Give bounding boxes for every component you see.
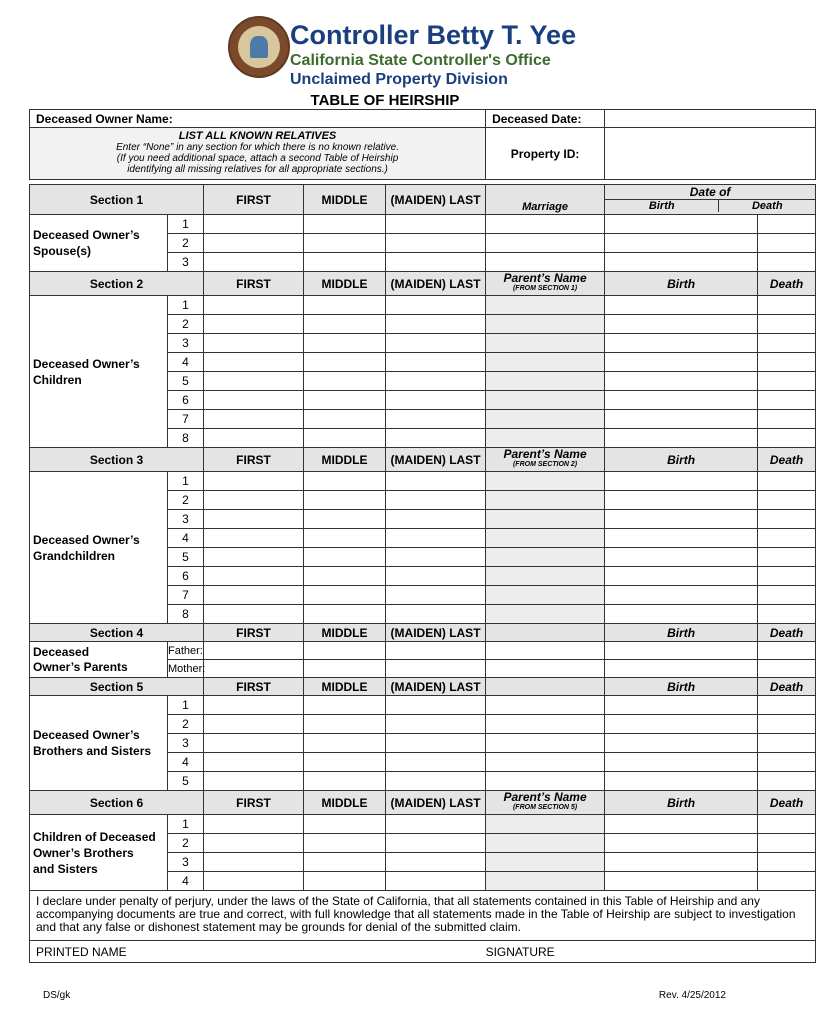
death-date-field[interactable] (758, 586, 816, 605)
death-date-field[interactable] (758, 253, 816, 272)
birth-date-field[interactable] (605, 696, 758, 715)
parent-name-field[interactable] (486, 510, 605, 529)
death-date-field[interactable] (758, 642, 816, 660)
first-name-field[interactable] (204, 696, 304, 715)
first-name-field[interactable] (204, 660, 304, 678)
death-date-field[interactable] (758, 510, 816, 529)
middle-name-field[interactable] (304, 548, 386, 567)
parent-name-field[interactable] (486, 429, 605, 448)
owner-name-label: Deceased Owner Name: (30, 110, 486, 128)
middle-name-field[interactable] (304, 815, 386, 834)
birth-date-field[interactable] (605, 834, 758, 853)
col-birth: Birth (605, 272, 758, 296)
middle-name-field[interactable] (304, 429, 386, 448)
row-number: 8 (168, 605, 204, 624)
footer-revision: Rev. 4/25/2012 (658, 990, 726, 1001)
section-1-title: Section 1 (30, 185, 204, 215)
last-name-field[interactable] (386, 567, 486, 586)
death-date-field[interactable] (758, 315, 816, 334)
first-name-field[interactable] (204, 410, 304, 429)
birth-date-field[interactable] (605, 372, 758, 391)
row-number: 6 (168, 567, 204, 586)
middle-name-field[interactable] (304, 753, 386, 772)
birth-date-field[interactable] (605, 234, 758, 253)
birth-date-field[interactable] (605, 753, 758, 772)
last-name-field[interactable] (386, 491, 486, 510)
birth-date-field[interactable] (605, 715, 758, 734)
row-number: 2 (168, 715, 204, 734)
col-first: FIRST (204, 272, 304, 296)
first-name-field[interactable] (204, 391, 304, 410)
col-parents-name: Parent’s Name (FROM SECTION 2) (486, 448, 605, 472)
last-name-field[interactable] (386, 472, 486, 491)
first-name-field[interactable] (204, 529, 304, 548)
col-death: Death (758, 678, 816, 696)
first-name-field[interactable] (204, 772, 304, 791)
parent-name-field[interactable] (486, 410, 605, 429)
col-birth: Birth (605, 448, 758, 472)
death-date-field[interactable] (758, 491, 816, 510)
birth-date-field[interactable] (605, 296, 758, 315)
first-name-field[interactable] (204, 510, 304, 529)
middle-name-field[interactable] (304, 772, 386, 791)
col-parents-name: Parent’s Name (FROM SECTION 5) (486, 791, 605, 815)
parent-name-field[interactable] (486, 315, 605, 334)
parent-name-field[interactable] (486, 605, 605, 624)
signature-label: SIGNATURE (485, 945, 555, 959)
parent-name-field[interactable] (486, 353, 605, 372)
first-name-field[interactable] (204, 753, 304, 772)
middle-name-field[interactable] (304, 605, 386, 624)
parent-name-field[interactable] (486, 391, 605, 410)
birth-date-field[interactable] (605, 642, 758, 660)
first-name-field[interactable] (204, 605, 304, 624)
birth-date-field[interactable] (605, 872, 758, 891)
parent-name-field[interactable] (486, 296, 605, 315)
first-name-field[interactable] (204, 296, 304, 315)
birth-date-field[interactable] (605, 815, 758, 834)
birth-date-field[interactable] (605, 215, 758, 234)
col-last: (MAIDEN) LAST (386, 185, 486, 215)
parent-name-field[interactable] (486, 834, 605, 853)
col-middle: MIDDLE (304, 791, 386, 815)
death-date-field[interactable] (758, 296, 816, 315)
middle-name-field[interactable] (304, 696, 386, 715)
last-name-field[interactable] (386, 642, 486, 660)
marriage-date-field[interactable] (486, 234, 605, 253)
section-4-title: Section 4 (30, 624, 204, 642)
row-number: 3 (168, 853, 204, 872)
col-middle: MIDDLE (304, 185, 386, 215)
printed-name-label: PRINTED NAME (36, 945, 127, 959)
row-number: 4 (168, 353, 204, 372)
col-death: Death (718, 200, 815, 212)
section-2-title: Section 2 (30, 272, 204, 296)
middle-name-field[interactable] (304, 567, 386, 586)
section-1-label: Deceased Owner’s Spouse(s) (30, 215, 168, 272)
row-number: 4 (168, 529, 204, 548)
row-number: 8 (168, 429, 204, 448)
marriage-date-field[interactable] (486, 215, 605, 234)
birth-date-field[interactable] (605, 510, 758, 529)
parent-name-field[interactable] (486, 334, 605, 353)
declaration-text: I declare under penalty of perjury, under the laws of the State of California, that all statements contained in this Table of Heirship and any accompanying documents are true and correct, with full knowledge that all statements made in the Table of Heirship are subject to investigation and that any false or dishonest statement may be grounds for denial of the submitted claim. (30, 891, 816, 941)
middle-name-field[interactable] (304, 472, 386, 491)
last-name-field[interactable] (386, 734, 486, 753)
section-5-title: Section 5 (30, 678, 204, 696)
death-date-field[interactable] (758, 529, 816, 548)
col-first: FIRST (204, 185, 304, 215)
col-marriage: Marriage (486, 185, 605, 215)
col-middle: MIDDLE (304, 448, 386, 472)
first-name-field[interactable] (204, 642, 304, 660)
last-name-field[interactable] (386, 753, 486, 772)
birth-date-field[interactable] (605, 491, 758, 510)
col-last: (MAIDEN) LAST (386, 678, 486, 696)
death-date-field[interactable] (758, 567, 816, 586)
col-death: Death (758, 791, 816, 815)
last-name-field[interactable] (386, 372, 486, 391)
middle-name-field[interactable] (304, 529, 386, 548)
state-seal-icon (228, 16, 290, 78)
birth-date-field[interactable] (605, 472, 758, 491)
birth-date-field[interactable] (605, 660, 758, 678)
col-death: Death (758, 624, 816, 642)
birth-date-field[interactable] (605, 253, 758, 272)
parent-name-field[interactable] (486, 548, 605, 567)
birth-date-field[interactable] (605, 586, 758, 605)
father-label: Father: (168, 642, 204, 660)
section-3-label: Deceased Owner’s Grandchildren (30, 472, 168, 624)
first-name-field[interactable] (204, 872, 304, 891)
death-date-field[interactable] (758, 548, 816, 567)
last-name-field[interactable] (386, 715, 486, 734)
death-date-field[interactable] (758, 715, 816, 734)
death-date-field[interactable] (758, 834, 816, 853)
col-birth: Birth (605, 791, 758, 815)
parent-name-field[interactable] (486, 491, 605, 510)
last-name-field[interactable] (386, 253, 486, 272)
last-name-field[interactable] (386, 215, 486, 234)
marriage-date-field[interactable] (486, 253, 605, 272)
birth-date-field[interactable] (605, 334, 758, 353)
first-name-field[interactable] (204, 491, 304, 510)
birth-date-field[interactable] (605, 410, 758, 429)
last-name-field[interactable] (386, 529, 486, 548)
row-number: 2 (168, 315, 204, 334)
section-3-title: Section 3 (30, 448, 204, 472)
form-title: TABLE OF HEIRSHIP (310, 92, 460, 109)
death-date-field[interactable] (758, 234, 816, 253)
middle-name-field[interactable] (304, 586, 386, 605)
row-number: 3 (168, 734, 204, 753)
parent-name-field[interactable] (486, 472, 605, 491)
birth-date-field[interactable] (605, 605, 758, 624)
row-number: 7 (168, 586, 204, 605)
middle-name-field[interactable] (304, 215, 386, 234)
row-number: 3 (168, 510, 204, 529)
property-id-label: Property ID: (486, 128, 605, 180)
row-number: 3 (168, 253, 204, 272)
col-last: (MAIDEN) LAST (386, 624, 486, 642)
death-date-field[interactable] (758, 429, 816, 448)
parent-name-field[interactable] (486, 815, 605, 834)
first-name-field[interactable] (204, 567, 304, 586)
col-first: FIRST (204, 791, 304, 815)
last-name-field[interactable] (386, 853, 486, 872)
last-name-field[interactable] (386, 660, 486, 678)
parent-name-field[interactable] (486, 529, 605, 548)
col-middle: MIDDLE (304, 678, 386, 696)
last-name-field[interactable] (386, 234, 486, 253)
death-date-field[interactable] (758, 605, 816, 624)
section-6-label: Children of Deceased Owner’s Brothers and Sisters (30, 815, 168, 891)
death-date-field[interactable] (758, 696, 816, 715)
row-number: 5 (168, 548, 204, 567)
last-name-field[interactable] (386, 296, 486, 315)
middle-name-field[interactable] (304, 834, 386, 853)
division-name: Unclaimed Property Division (290, 71, 508, 88)
death-date-field[interactable] (758, 353, 816, 372)
col-last: (MAIDEN) LAST (386, 448, 486, 472)
first-name-field[interactable] (204, 472, 304, 491)
col-death: Death (758, 272, 816, 296)
first-name-field[interactable] (204, 734, 304, 753)
deceased-date-label: Deceased Date: (486, 110, 605, 128)
first-name-field[interactable] (204, 834, 304, 853)
parent-name-field[interactable] (486, 586, 605, 605)
death-date-field[interactable] (758, 853, 816, 872)
row-number: 5 (168, 372, 204, 391)
birth-date-field[interactable] (605, 529, 758, 548)
row-number: 1 (168, 472, 204, 491)
row-number: 1 (168, 696, 204, 715)
birth-date-field[interactable] (605, 734, 758, 753)
col-middle: MIDDLE (304, 272, 386, 296)
last-name-field[interactable] (386, 815, 486, 834)
middle-name-field[interactable] (304, 853, 386, 872)
row-number: 6 (168, 391, 204, 410)
middle-name-field[interactable] (304, 715, 386, 734)
first-name-field[interactable] (204, 586, 304, 605)
row-number: 4 (168, 872, 204, 891)
first-name-field[interactable] (204, 334, 304, 353)
first-name-field[interactable] (204, 429, 304, 448)
parent-name-field[interactable] (486, 372, 605, 391)
first-name-field[interactable] (204, 815, 304, 834)
section-6-title: Section 6 (30, 791, 204, 815)
section-5-label: Deceased Owner’s Brothers and Sisters (30, 696, 168, 791)
row-number: 2 (168, 491, 204, 510)
middle-name-field[interactable] (304, 734, 386, 753)
last-name-field[interactable] (386, 510, 486, 529)
row-number: 2 (168, 834, 204, 853)
birth-date-field[interactable] (605, 853, 758, 872)
death-date-field[interactable] (758, 753, 816, 772)
section-4-label: Deceased Owner’s Parents (30, 642, 168, 678)
row-number: 7 (168, 410, 204, 429)
col-birth: Birth (605, 624, 758, 642)
death-date-field[interactable] (758, 472, 816, 491)
birth-date-field[interactable] (605, 429, 758, 448)
death-date-field[interactable] (758, 815, 816, 834)
footer-initials: DS/gk (43, 990, 71, 1001)
middle-name-field[interactable] (304, 391, 386, 410)
signature-field[interactable] (486, 941, 816, 963)
middle-name-field[interactable] (304, 315, 386, 334)
col-last: (MAIDEN) LAST (386, 791, 486, 815)
middle-name-field[interactable] (304, 296, 386, 315)
middle-name-field[interactable] (304, 510, 386, 529)
col-first: FIRST (204, 448, 304, 472)
last-name-field[interactable] (386, 391, 486, 410)
middle-name-field[interactable] (304, 334, 386, 353)
first-name-field[interactable] (204, 548, 304, 567)
first-name-field[interactable] (204, 234, 304, 253)
last-name-field[interactable] (386, 696, 486, 715)
col-birth: Birth (605, 678, 758, 696)
row-number: 1 (168, 215, 204, 234)
row-number: 3 (168, 334, 204, 353)
middle-name-field[interactable] (304, 642, 386, 660)
middle-name-field[interactable] (304, 372, 386, 391)
death-date-field[interactable] (758, 372, 816, 391)
row-number: 2 (168, 234, 204, 253)
office-name: California State Controller's Office (290, 52, 551, 69)
col-first: FIRST (204, 624, 304, 642)
death-date-field[interactable] (758, 215, 816, 234)
property-id-field[interactable] (605, 128, 816, 180)
parent-name-field[interactable] (486, 567, 605, 586)
mother-label: Mother: (168, 660, 204, 678)
last-name-field[interactable] (386, 586, 486, 605)
col-first: FIRST (204, 678, 304, 696)
birth-date-field[interactable] (605, 315, 758, 334)
first-name-field[interactable] (204, 253, 304, 272)
row-number: 1 (168, 815, 204, 834)
parent-name-field[interactable] (486, 853, 605, 872)
first-name-field[interactable] (204, 215, 304, 234)
birth-date-field[interactable] (605, 772, 758, 791)
death-date-field[interactable] (758, 872, 816, 891)
last-name-field[interactable] (386, 334, 486, 353)
middle-name-field[interactable] (304, 491, 386, 510)
controller-title: Controller Betty T. Yee (290, 20, 577, 50)
last-name-field[interactable] (386, 834, 486, 853)
col-birth: Birth (648, 200, 675, 212)
first-name-field[interactable] (204, 853, 304, 872)
death-date-field[interactable] (758, 734, 816, 753)
death-date-field[interactable] (758, 334, 816, 353)
deceased-date-field[interactable] (605, 110, 816, 128)
last-name-field[interactable] (386, 548, 486, 567)
birth-date-field[interactable] (605, 567, 758, 586)
first-name-field[interactable] (204, 372, 304, 391)
printed-name-field[interactable] (30, 941, 486, 963)
col-middle: MIDDLE (304, 624, 386, 642)
last-name-field[interactable] (386, 605, 486, 624)
col-death: Death (758, 448, 816, 472)
middle-name-field[interactable] (304, 660, 386, 678)
death-date-field[interactable] (758, 391, 816, 410)
col-parents-name: Parent’s Name (FROM SECTION 1) (486, 272, 605, 296)
last-name-field[interactable] (386, 429, 486, 448)
birth-date-field[interactable] (605, 353, 758, 372)
first-name-field[interactable] (204, 315, 304, 334)
birth-date-field[interactable] (605, 548, 758, 567)
middle-name-field[interactable] (304, 253, 386, 272)
row-number: 1 (168, 296, 204, 315)
birth-date-field[interactable] (605, 391, 758, 410)
death-date-field[interactable] (758, 772, 816, 791)
first-name-field[interactable] (204, 715, 304, 734)
first-name-field[interactable] (204, 353, 304, 372)
row-number: 5 (168, 772, 204, 791)
section-2-label: Deceased Owner’s Children (30, 296, 168, 448)
col-last: (MAIDEN) LAST (386, 272, 486, 296)
middle-name-field[interactable] (304, 353, 386, 372)
relatives-instructions: LIST ALL KNOWN RELATIVES Enter “None” in any section for which there is no known relative. (If you need additional space, attach a second Table of Heirship identifying all missing relatives for all appropriate sections.) (30, 128, 486, 180)
middle-name-field[interactable] (304, 410, 386, 429)
middle-name-field[interactable] (304, 872, 386, 891)
last-name-field[interactable] (386, 353, 486, 372)
middle-name-field[interactable] (304, 234, 386, 253)
page-header (0, 0, 770, 100)
last-name-field[interactable] (386, 410, 486, 429)
parent-name-field[interactable] (486, 872, 605, 891)
col-date-of: Date of Birth Death (605, 185, 816, 215)
death-date-field[interactable] (758, 410, 816, 429)
row-number: 4 (168, 753, 204, 772)
last-name-field[interactable] (386, 315, 486, 334)
death-date-field[interactable] (758, 660, 816, 678)
last-name-field[interactable] (386, 772, 486, 791)
heirship-table (29, 109, 816, 963)
last-name-field[interactable] (386, 872, 486, 891)
